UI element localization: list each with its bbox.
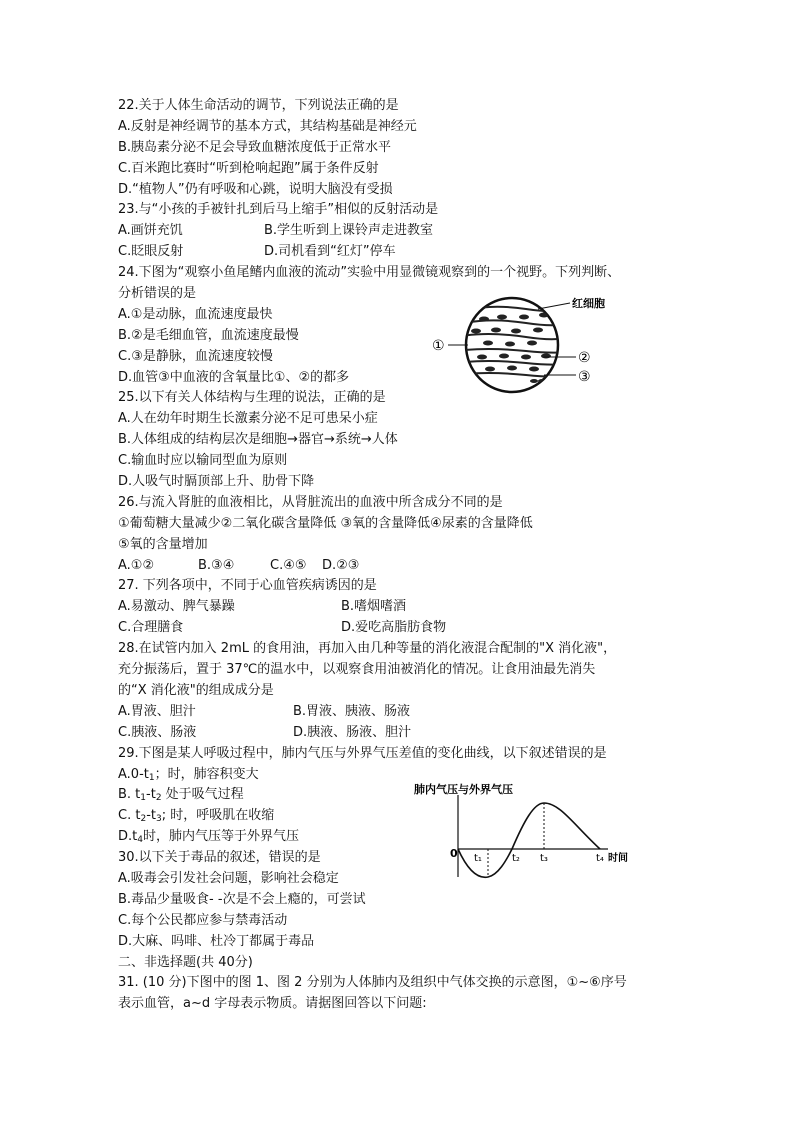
q29-stem: 29.下图是某人呼吸过程中，肺内气压与外界气压差值的变化曲线，以下叙述错误的是: [118, 745, 607, 761]
q23-option-b: B.学生听到上课铃声走进教室: [264, 223, 434, 239]
q26-option-b: B.③④: [198, 557, 235, 573]
q29-c-pre: C. t: [118, 808, 141, 824]
q26-options-row: [118, 556, 678, 577]
q24-option-a: A.①是动脉，血流速度最快: [118, 306, 273, 322]
q29-a-post: ；时，肺容积变大: [154, 766, 259, 782]
q24-option-c: C.③是静脉，血流速度较慢: [118, 348, 273, 364]
q22-option-a: A.反射是神经调节的基本方式，其结构基础是神经元: [118, 118, 417, 134]
q27-option-c: C.合理膳食: [118, 620, 184, 636]
q23-option-a: A.画饼充饥: [118, 223, 183, 239]
q28-stem-line2: 充分振荡后，置于 37℃的温水中，以观察食用油被消化的情况。让食用油最先消失: [118, 662, 596, 678]
q22-option-b: B.胰岛素分泌不足会导致血糖浓度低于正常水平: [118, 139, 392, 155]
q26-stem: 26.与流入肾脏的血液相比，从肾脏流出的血液中所含成分不同的是: [118, 494, 503, 510]
vessel-label-3: ③: [578, 369, 591, 385]
q26-option-a: A.①②: [118, 557, 155, 573]
q22-option-c: C.百米跑比赛时“听到枪响起跑”属于条件反射: [118, 160, 379, 176]
q23-options-row2: [118, 242, 678, 263]
q30-option-d: D.大麻、吗啡、杜冷丁都属于毒品: [118, 933, 315, 949]
q29-a-pre: A.0-t: [118, 766, 149, 782]
q28-stem-line1: 28.在试管内加入 2mL 的食用油，再加入由几种等量的消化液混合配制的"X 消化液"，: [118, 641, 617, 657]
q25-option-a: A.人在幼年时期生长激素分泌不足可患呆小症: [118, 411, 378, 427]
t4-label: t₄: [596, 853, 604, 864]
section2-heading: 二、非选择题(共 40分): [118, 954, 253, 970]
q29-c-sub1: 2: [140, 814, 147, 825]
q27-option-b: B.嗜烟嗜酒: [341, 599, 407, 615]
q26-option-d: D.②③: [322, 557, 360, 573]
q24-stem-line1: 24.下图为“观察小鱼尾鳍内血液的流动”实验中用显微镜观察到的一个视野。下列判断、: [118, 265, 621, 281]
vessel-label-1: ①: [432, 338, 445, 354]
q22-option-d: D.“植物人”仍有呼吸和心跳，说明大脑没有受损: [118, 181, 393, 197]
t3-label: t₃: [540, 853, 548, 864]
q27-options-row1: [118, 597, 678, 618]
rbc-pointer-line: [538, 303, 570, 309]
y-axis-label: 肺内气压与外界气压: [414, 783, 513, 796]
q28-option-b: B.胃液、胰液、肠液: [293, 703, 411, 719]
q29-d-post: 时，肺内气压等于外界气压: [142, 829, 299, 845]
q29-b-post: 处于吸气过程: [161, 787, 244, 803]
q28-option-c: C.胰液、肠液: [118, 724, 197, 740]
q28-options-row2: [118, 723, 678, 744]
q29-c-mid: -t: [146, 808, 156, 824]
pressure-curve: [458, 803, 600, 877]
q31-line1: 31. (10 分)下图中的图 1、图 2 分别为人体肺内及组织中气体交换的示意图，①~⑥序号: [118, 975, 627, 991]
q30-option-c: C.每个公民都应参与禁毒活动: [118, 912, 288, 928]
q29-a-sub: 1: [148, 772, 155, 783]
q26-items-line1: ①葡萄糖大量减少②二氧化碳含量降低 ③氧的含量降低④尿素的含量降低: [118, 515, 533, 531]
q28-stem-line3: 的“X 消化液"的组成成分是: [118, 682, 274, 698]
q28-options-row1: [118, 702, 678, 723]
q24-stem-line2: 分析错误的是: [118, 286, 197, 302]
q26-items-line2: ⑤氧的含量增加: [118, 536, 208, 552]
q29-d-sub: 4: [137, 835, 143, 846]
q29-b-mid: -t: [146, 787, 156, 803]
q30-stem: 30.以下关于毒品的叙述，错误的是: [118, 850, 321, 866]
q23-option-c: C.眨眼反射: [118, 244, 184, 260]
q27-options-row2: [118, 618, 678, 639]
x-axis-label: 时间: [608, 853, 628, 864]
q23-option-d: D.司机看到“红灯”停车: [264, 244, 396, 260]
q29-c-sub2: 3: [155, 814, 162, 825]
q24-option-b: B.②是毛细血管，血流速度最慢: [118, 327, 299, 343]
q29-b-pre: B. t: [118, 787, 141, 803]
q29-b-sub2: 2: [155, 793, 162, 804]
q24-microscope-figure: [426, 295, 632, 405]
q24-option-d: D.血管③中血液的含氧量比①、②的都多: [118, 369, 350, 385]
q25-stem: 25.以下有关人体结构与生理的说法，正确的是: [118, 390, 386, 406]
q25-option-d: D.人吸气时膈顶部上升、肋骨下降: [118, 474, 315, 490]
q29-c-post: ; 时，呼吸肌在收缩: [161, 808, 275, 824]
rbc-label: 红细胞: [572, 297, 605, 310]
origin-label: 0: [450, 847, 458, 860]
q26-option-c: C.④⑤: [270, 557, 307, 573]
q23-stem: 23.与“小孩的手被针扎到后马上缩手”相似的反射活动是: [118, 202, 439, 218]
q29-b-sub1: 1: [140, 793, 147, 804]
q25-option-c: C.输血时应以输同型血为原则: [118, 453, 288, 469]
q27-option-a: A.易激动、脾气暴躁: [118, 599, 235, 615]
q28-option-a: A.胃液、胆汁: [118, 703, 196, 719]
q30-option-a: A.吸毒会引发社会问题，影响社会稳定: [118, 870, 339, 886]
q27-option-d: D.爱吃高脂肪食物: [341, 620, 447, 636]
q23-options-row1: [118, 221, 678, 242]
q27-stem: 27. 下列各项中，不同于心血管疾病诱因的是: [118, 578, 377, 594]
q31-line2: 表示血管，a~d 字母表示物质。请据图回答以下问题:: [118, 996, 427, 1012]
t1-label: t₁: [474, 853, 482, 864]
t2-label: t₂: [512, 853, 520, 864]
q25-option-b: B.人体组成的结构层次是细胞→器官→系统→人体: [118, 432, 398, 448]
q30-option-b: B.毒品少量吸食- -次是不会上瘾的，可尝试: [118, 891, 366, 907]
vessel-label-2: ②: [578, 350, 591, 366]
q29-pressure-figure: [412, 781, 636, 881]
q29-d-pre: D.t: [118, 829, 138, 845]
q28-option-d: D.胰液、肠液、胆汁: [293, 724, 412, 740]
q22-stem: 22.关于人体生命活动的调节，下列说法正确的是: [118, 98, 399, 113]
